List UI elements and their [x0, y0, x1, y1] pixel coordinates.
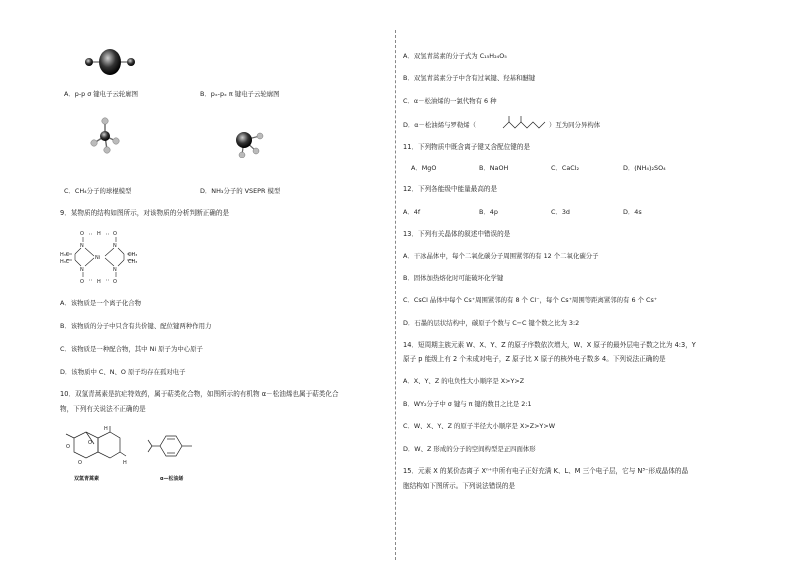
- column-divider: [395, 30, 396, 560]
- q9-option-c: C．该物质是一种配合物，其中 Ni 原子为中心原子: [60, 345, 203, 353]
- struct-o-bottom-left: O: [80, 279, 84, 285]
- q10-option-c: C．α－松油烯的一氯代物有 6 种: [403, 97, 497, 105]
- caption-alpha-terpinene: α—松油烯: [160, 476, 184, 482]
- q14-stem-line2: 原子 p 能级上有 2 个未成对电子，Z 原子比 X 原子的核外电子数多 4。下列说法正确的是: [403, 355, 666, 363]
- struct-n-top-left: N: [80, 243, 84, 249]
- q11-option-a: A．MgO: [411, 164, 437, 172]
- q9-option-b: B．该物质的分子中只含有共价键、配位键两种作用力: [60, 322, 212, 330]
- q10-option-d-part2: ）互为同分异构体: [549, 121, 601, 129]
- figure-b-caption: B．pₓ-pₓ π 键电子云轮廓图: [200, 90, 280, 98]
- q10-stem-line1: 10．双氢青蒿素是抗疟特效药，属于萜类化合物，如图所示的有机物 α－松油烯也属于萜类化合: [60, 390, 339, 398]
- nh3-vsepr-figure: [226, 124, 270, 158]
- left-column: [0, 0, 395, 562]
- figure-d-caption: D．NH₃分子的 VSEPR 模型: [200, 187, 281, 195]
- q9-option-a: A．该物质是一个离子化合物: [60, 299, 142, 307]
- struct-ch3-left-bottom: H₃C: [60, 259, 70, 265]
- struct10-o-3: O: [78, 460, 82, 466]
- struct-n-bottom-right: N: [113, 267, 117, 273]
- q11-option-c: C．CaCl₂: [551, 164, 580, 172]
- caption-dihydroartemisinin: 双氢青蒿素: [74, 476, 100, 482]
- struct-ch3-left-top: H₃C: [60, 252, 70, 258]
- q14-stem-line1: 14．短周期主族元素 W、X、Y、Z 的原子序数依次增大，W、X 原子的最外层电子数之比为 4:3，Y: [403, 341, 696, 349]
- q11-option-b: B．NaOH: [479, 164, 509, 172]
- q11-option-d: D．(NH₄)₂SO₄: [623, 164, 666, 172]
- q14-option-a: A．X、Y、Z 的电负性大小顺序是 X>Y>Z: [403, 377, 525, 385]
- nickel-complex-structure: [60, 228, 140, 286]
- q10-option-a: A．双氢青蒿素的分子式为 C₁₅H₂₄O₅: [403, 52, 507, 60]
- struct10-h-2: H: [123, 460, 127, 466]
- q12-option-b: B．4p: [479, 208, 498, 216]
- q14-option-b: B．WY₂分子中 σ 键与 π 键的数目之比是 2:1: [403, 400, 532, 408]
- dihydroartemisinin-structure: [60, 424, 132, 470]
- figure-a-caption: A．p-p σ 键电子云轮廓图: [64, 90, 139, 98]
- struct10-o-2: O: [88, 440, 92, 446]
- q14-option-d: D．W、Z 形成的分子的空间构型是正四面体形: [403, 445, 536, 453]
- q12-option-a: A．4f: [403, 208, 421, 216]
- q14-option-c: C．W、X、Y、Z 的原子半径大小顺序是 X>Z>Y>W: [403, 422, 556, 430]
- struct-h-top: H: [97, 231, 101, 237]
- q10-stem-line2: 物，下列有关说法不正确的是: [60, 405, 146, 413]
- q9-stem: 9．某物质的结构如图所示，对该物质的分析判断正确的是: [60, 209, 230, 217]
- q10-option-b: B．双氢青蒿素分子中含有过氧键、羟基和醚键: [403, 74, 536, 82]
- struct-o-bottom-right: O: [113, 279, 117, 285]
- sigma-bond-cloud-figure: [80, 48, 140, 76]
- q13-option-d: D．石墨的层状结构中，碳原子个数与 C−C 键个数之比为 3:2: [403, 319, 580, 327]
- q15-stem-line1: 15．元素 X 的某价态离子 Xⁿ⁺中所有电子正好充满 K、L、M 三个电子层，它与 N³⁻形成晶体的晶: [403, 467, 689, 475]
- q12-stem: 12．下列各能级中能量最高的是: [403, 185, 498, 193]
- struct-ch3-right-top: CH₃: [128, 252, 138, 258]
- q10-option-d-part1: D．α－松油烯与罗勒烯（: [403, 121, 477, 129]
- q13-option-a: A．干冰晶体中，每个二氧化碳分子周围紧邻的有 12 个二氧化碳分子: [403, 252, 599, 260]
- q13-stem: 13．下列有关晶体的叙述中错误的是: [403, 230, 511, 238]
- struct-n-top-right: N: [113, 243, 117, 249]
- struct-ni: Ni: [95, 255, 101, 261]
- q9-option-d: D．该物质中 C、N、O 原子均存在孤对电子: [60, 368, 186, 376]
- struct-ch3-right-bottom: CH₃: [128, 259, 138, 265]
- struct-o-top-left: O: [80, 231, 84, 237]
- alpha-terpinene-structure: [146, 430, 200, 462]
- figure-c-caption: C．CH₄分子的球棍模型: [64, 187, 132, 195]
- struct-o-top-right: O: [113, 231, 117, 237]
- right-column: [397, 0, 794, 562]
- structure-captions: [74, 472, 194, 484]
- struct10-o-1: O: [66, 444, 70, 450]
- q11-stem: 11．下列物质中既含离子键又含配位键的是: [403, 143, 531, 151]
- q12-option-d: D．4s: [623, 208, 642, 216]
- q13-option-c: C．CsCl 晶体中每个 Cs⁺周围紧邻的有 8 个 Cl⁻，每个 Cs⁺周围等距离紧邻的有 6 个 Cs⁺: [403, 296, 658, 304]
- struct-n-bottom-left: N: [80, 267, 84, 273]
- q12-option-c: C．3d: [551, 208, 570, 216]
- struct-h-bottom: H: [97, 279, 101, 285]
- q13-option-b: B．固体加热熔化时可能破坏化学键: [403, 274, 504, 282]
- ocimene-structure: [501, 114, 549, 134]
- q15-stem-line2: 胞结构如下图所示。下列说法错误的是: [403, 482, 516, 490]
- ch4-ball-stick-figure: [88, 116, 122, 156]
- struct10-h-1: H: [104, 426, 108, 432]
